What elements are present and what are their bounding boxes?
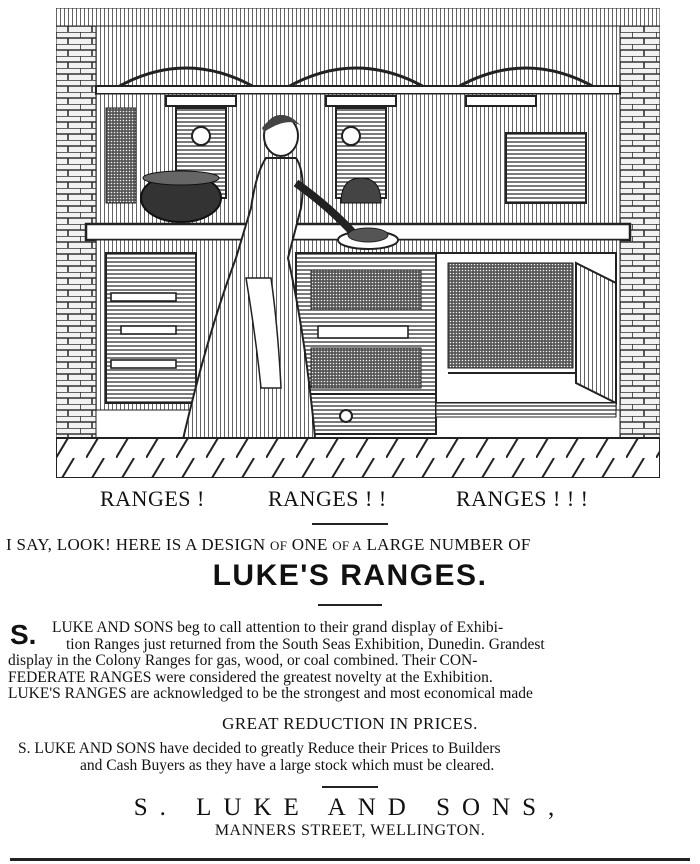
intro-of-2: OF A	[332, 538, 362, 553]
company-address: MANNERS STREET, WELLINGTON.	[214, 822, 486, 839]
divider-rule	[318, 604, 382, 606]
ranges-heading-3: RANGES ! ! !	[456, 486, 589, 511]
paragraph-line: LUKE AND SONS beg to call attention to their grand display of Exhibi-	[52, 619, 504, 636]
divider-rule	[322, 786, 378, 788]
paragraph-line: FEDERATE RANGES were considered the greatest novelty at the Exhibition.	[8, 668, 493, 686]
intro-text-2: ONE	[287, 535, 333, 554]
body-paragraph-2	[18, 740, 698, 774]
company-signature: S. LUKE AND SONS,	[133, 794, 567, 821]
paragraph-line: display in the Colony Ranges for gas, wood, or coal combined. Their CON-	[8, 652, 478, 670]
headline: LUKE'S RANGES.	[212, 559, 488, 592]
kitchen-range-engraving-icon	[56, 8, 660, 478]
intro-line	[6, 535, 696, 555]
bottom-border-rule	[10, 858, 690, 861]
paragraph-line: tion Ranges just returned from the South Seas Exhibition, Dunedin. Grandest	[66, 635, 545, 653]
reduction-heading: GREAT REDUCTION IN PRICES.	[222, 714, 478, 733]
paragraph-line: S. LUKE AND SONS have decided to greatly Reduce their Prices to Builders	[18, 740, 501, 757]
ranges-heading-row	[0, 486, 700, 514]
intro-text-1: I SAY, LOOK! HERE IS A DESIGN	[6, 535, 271, 554]
ranges-heading-2: RANGES ! !	[268, 486, 387, 511]
body-paragraph-1	[8, 620, 692, 703]
intro-of-1: OF	[270, 538, 288, 553]
ranges-heading-1: RANGES !	[100, 486, 205, 511]
range-illustration	[56, 8, 660, 478]
paragraph-line: and Cash Buyers as they have a large stock which must be cleared.	[80, 757, 495, 774]
intro-text-3: LARGE NUMBER OF	[361, 535, 531, 554]
drop-cap: S.	[10, 619, 37, 650]
paragraph-line: LUKE'S RANGES are acknowledged to be the strongest and most economical made	[8, 685, 533, 703]
divider-rule	[312, 523, 388, 525]
